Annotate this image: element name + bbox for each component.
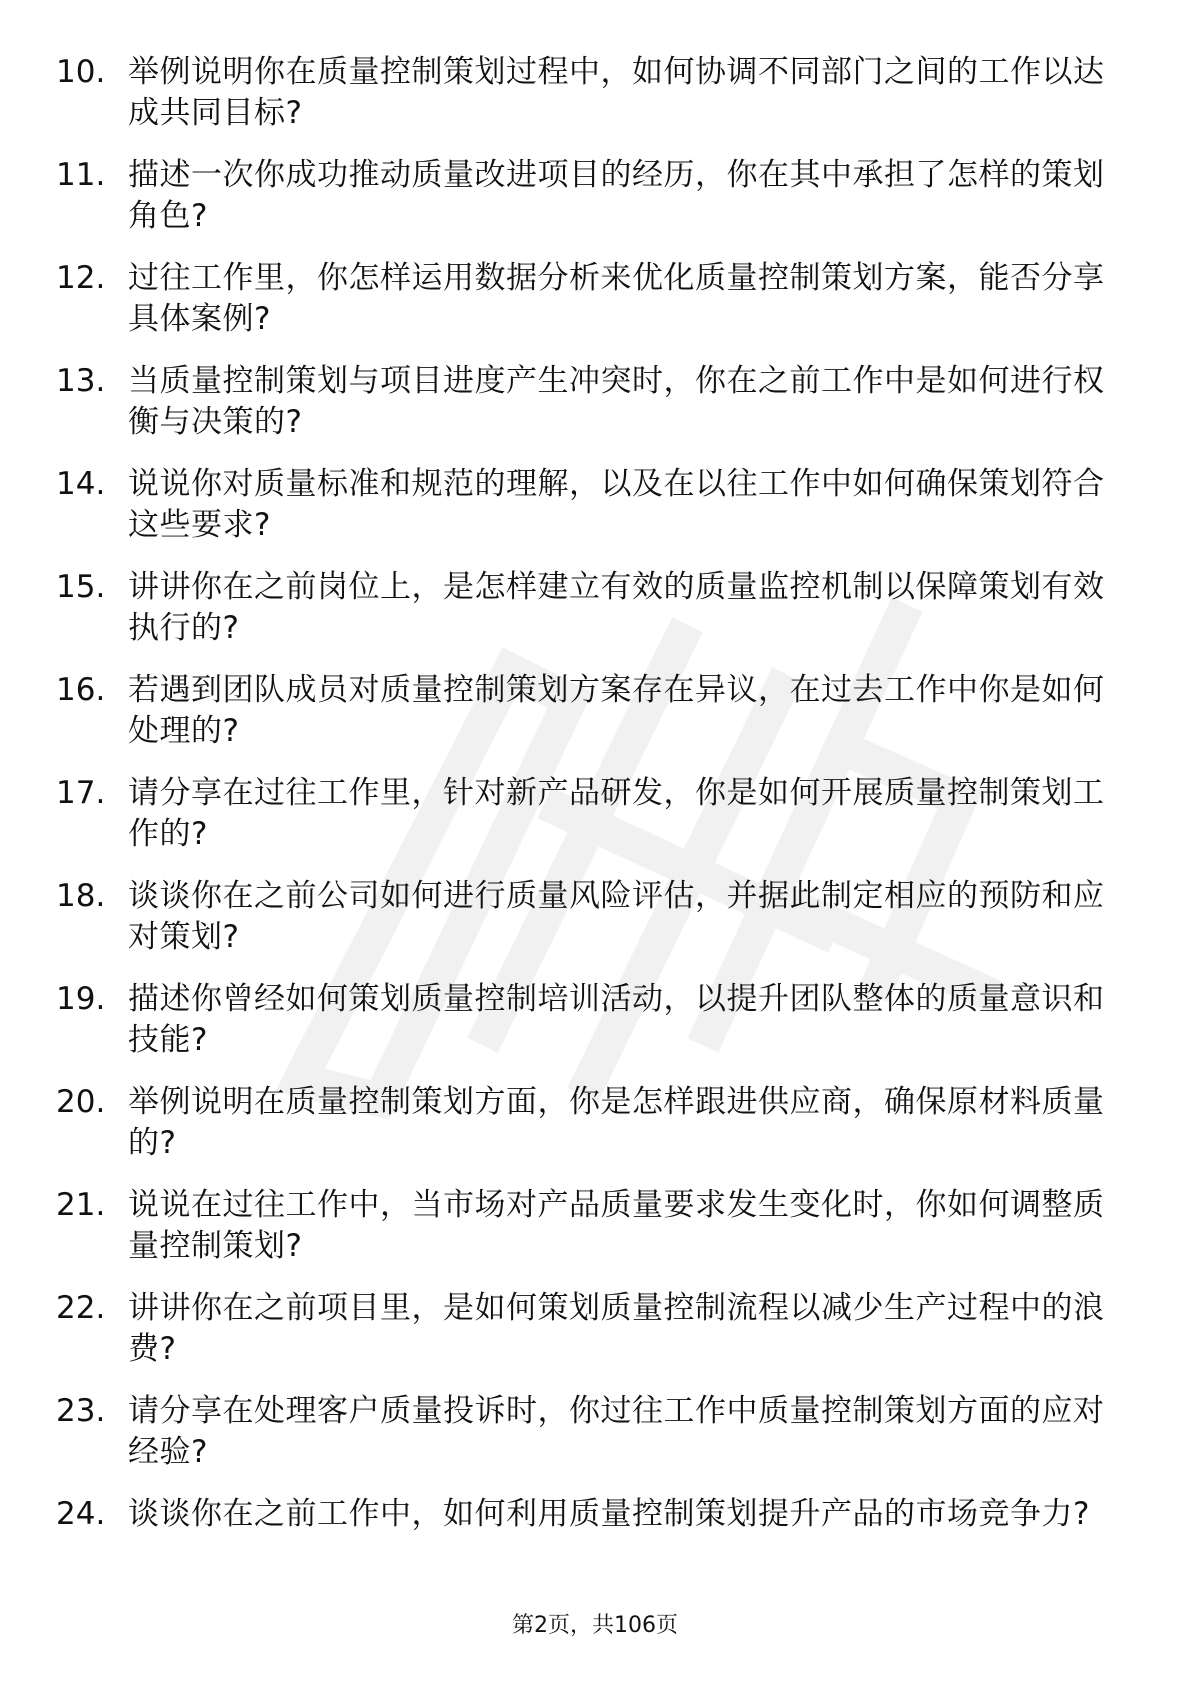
list-item	[56, 1494, 1116, 1597]
question-text: 讲讲你在之前项目里，是如何策划质量控制流程以减少生产过程中的浪费?	[128, 1290, 1105, 1367]
page-number-label: 第2页，共106页	[512, 1613, 678, 1638]
question-number: 19.	[56, 981, 106, 1017]
question-text: 描述你曾经如何策划质量控制培训活动，以提升团队整体的质量意识和技能?	[128, 981, 1105, 1058]
list-item	[56, 567, 1116, 670]
list-item	[56, 1082, 1116, 1185]
list-item	[56, 155, 1116, 258]
question-text: 当质量控制策划与项目进度产生冲突时，你在之前工作中是如何进行权衡与决策的?	[128, 363, 1105, 440]
question-text: 说说你对质量标准和规范的理解，以及在以往工作中如何确保策划符合这些要求?	[128, 466, 1105, 543]
question-list	[56, 52, 1116, 1597]
question-text: 说说在过往工作中，当市场对产品质量要求发生变化时，你如何调整质量控制策划?	[128, 1187, 1105, 1264]
list-item	[56, 876, 1116, 979]
question-text: 过往工作里，你怎样运用数据分析来优化质量控制策划方案，能否分享具体案例?	[128, 260, 1105, 337]
question-number: 21.	[56, 1187, 106, 1223]
list-item	[56, 52, 1116, 155]
question-number: 15.	[56, 569, 106, 605]
question-text: 若遇到团队成员对质量控制策划方案存在异议，在过去工作中你是如何处理的?	[128, 672, 1105, 749]
question-text: 描述一次你成功推动质量改进项目的经历，你在其中承担了怎样的策划角色?	[128, 157, 1105, 234]
page-footer	[0, 1612, 1190, 1640]
list-item	[56, 773, 1116, 876]
question-text: 讲讲你在之前岗位上，是怎样建立有效的质量监控机制以保障策划有效执行的?	[128, 569, 1105, 646]
question-number: 10.	[56, 54, 106, 90]
question-text: 请分享在过往工作里，针对新产品研发，你是如何开展质量控制策划工作的?	[128, 775, 1105, 852]
question-number: 13.	[56, 363, 106, 399]
question-number: 20.	[56, 1084, 106, 1120]
question-text: 举例说明在质量控制策划方面，你是怎样跟进供应商，确保原材料质量的?	[128, 1084, 1105, 1161]
list-item	[56, 1391, 1116, 1494]
question-number: 24.	[56, 1496, 106, 1532]
question-number: 23.	[56, 1393, 106, 1429]
question-number: 22.	[56, 1290, 106, 1326]
question-text: 举例说明你在质量控制策划过程中，如何协调不同部门之间的工作以达成共同目标?	[128, 54, 1105, 131]
question-number: 11.	[56, 157, 106, 193]
list-item	[56, 1185, 1116, 1288]
question-number: 12.	[56, 260, 106, 296]
question-number: 16.	[56, 672, 106, 708]
list-item	[56, 670, 1116, 773]
question-text: 请分享在处理客户质量投诉时，你过往工作中质量控制策划方面的应对经验?	[128, 1393, 1105, 1470]
list-item	[56, 979, 1116, 1082]
list-item	[56, 1288, 1116, 1391]
question-number: 17.	[56, 775, 106, 811]
question-number: 18.	[56, 878, 106, 914]
list-item	[56, 464, 1116, 567]
list-item	[56, 258, 1116, 361]
question-text: 谈谈你在之前公司如何进行质量风险评估，并据此制定相应的预防和应对策划?	[128, 878, 1105, 955]
list-item	[56, 361, 1116, 464]
question-text: 谈谈你在之前工作中，如何利用质量控制策划提升产品的市场竞争力?	[128, 1496, 1090, 1532]
question-number: 14.	[56, 466, 106, 502]
